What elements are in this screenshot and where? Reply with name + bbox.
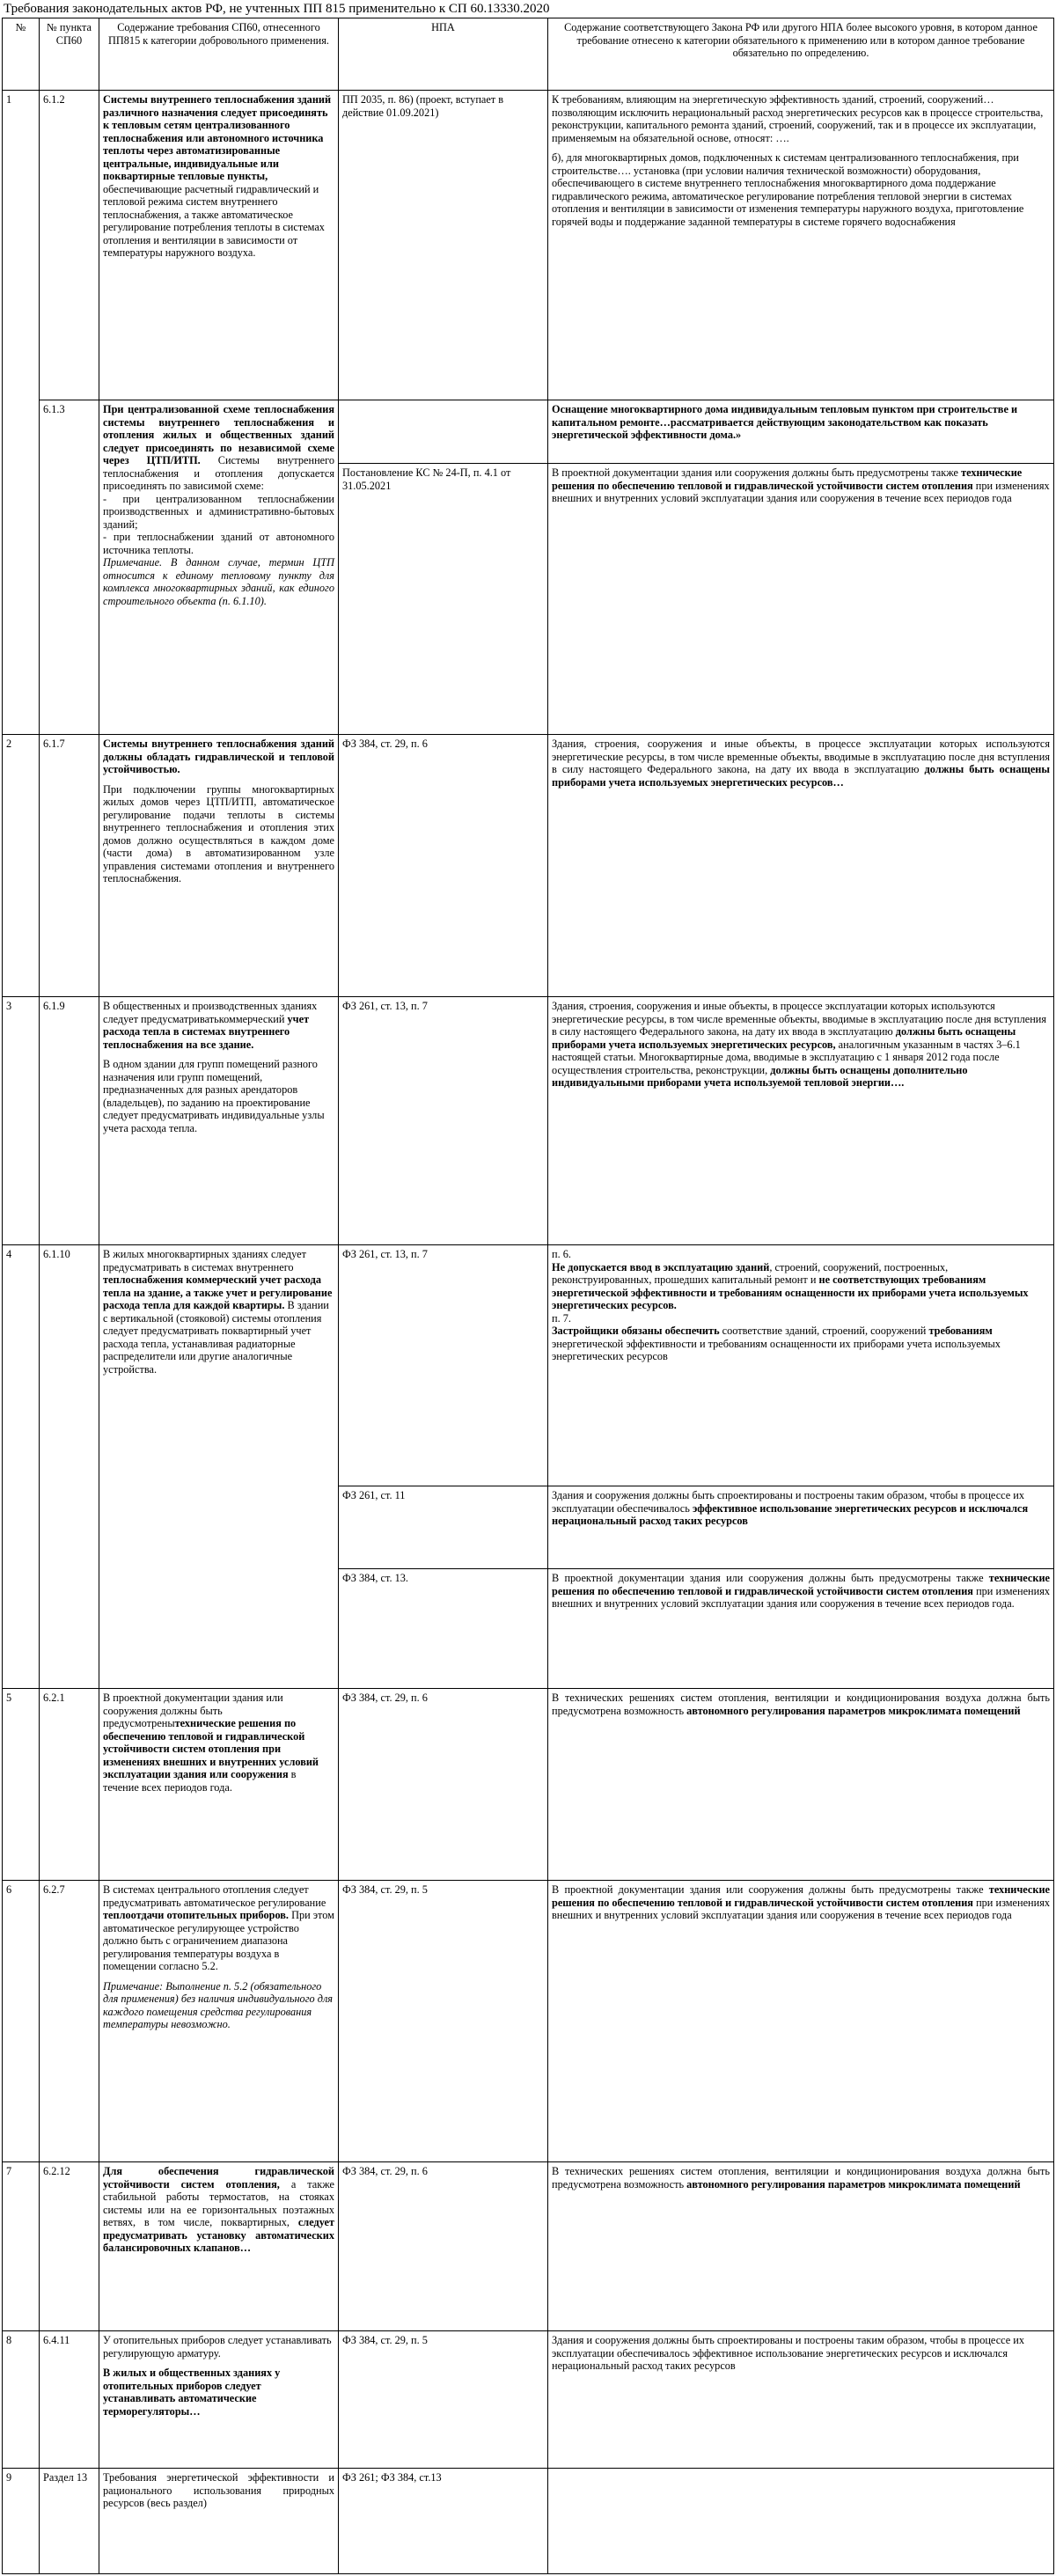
clause-number: 6.2.7 <box>40 1881 99 2162</box>
row-number: 2 <box>3 735 40 997</box>
clause-number: 6.2.12 <box>40 2162 99 2331</box>
npa-reference <box>339 400 548 464</box>
law-text: Здания и сооружения должны быть спроектированы и построены таким образом, чтобы в процессе их эксплуатации обеспечивалось эффективное использование энергетических ресурсов и исключался нерациональный расход таких ресурсов <box>548 2331 1054 2469</box>
requirement-text: В общественных и производственных зданиях следует предусматриватькоммерческий учет расхода тепла в системах внутреннего теплоснабжения на все здание. В одном здании для групп помещений разного назначения или групп помещений, предназначенных для разных арендаторов (владельцев), по заданию на проектирование следует предусматривать индивидуальные узлы учета расхода тепла. <box>99 997 339 1245</box>
npa-reference: ФЗ 384, ст. 29, п. 6 <box>339 1689 548 1881</box>
requirement-text: В проектной документации здания или сооружения должны быть предусмотренытехнические решения по обеспечению тепловой и гидравлической устойчивости систем отопления при изменениях внешних и внутренних условий эксплуатации здания или сооружения в течение всех периодов года. <box>99 1689 339 1881</box>
clause-number: 6.4.11 <box>40 2331 99 2469</box>
npa-reference: ФЗ 384, ст. 29, п. 5 <box>339 1881 548 2162</box>
law-text: В технических решениях систем отопления, вентиляции и кондиционирования воздуха должна быть предусмотрена возможность автономного регулирования параметров микроклимата помещений <box>548 1689 1054 1881</box>
header-law: Содержание соответствующего Закона РФ или другого НПА более высокого уровня, в котором данное требование отнесено к категории обязательного к применению или в котором данное требование обязательно по определению. <box>548 18 1054 91</box>
table-row <box>3 2331 1054 2469</box>
requirement-text: Системы внутреннего теплоснабжения зданий различного назначения следует присоединять к тепловым сетям централизованного теплоснабжения или автономного источника теплоты через автоматизированные центральные, индивидуальные или поквартирные тепловые пункты, обеспечивающие расчетный гидравлический и тепловой режима систем внутреннего теплоснабжения, а также автоматическое регулирование потребления теплоты в системах отопления и вентиляции в зависимости от температуры наружного воздуха. <box>99 91 339 400</box>
npa-reference: ФЗ 261, ст. 11 <box>339 1486 548 1569</box>
clause-number: Раздел 13 <box>40 2469 99 2574</box>
table-row <box>3 1881 1054 2162</box>
clause-number: 6.1.9 <box>40 997 99 1245</box>
requirement-text: Для обеспечения гидравлической устойчивости систем отопления, а также стабильной работы термостатов, на стояках системы или на ее горизонтальных поэтажных ветвях, в том числе, поквартирных, следует предусматривать установку автоматических балансировочных клапанов… <box>99 2162 339 2331</box>
requirement-text: В жилых многоквартирных зданиях следует предусматривать в системах внутреннего теплоснабжения коммерческий учет расхода тепла на здание, а также учет и регулирование расхода тепла для каждой квартиры. В здании с вертикальной (стояковой) системы отопления следует предусматривать поквартирный учет расхода тепла, устанавливая радиаторные распределители или другие аналогичные устройства. <box>99 1245 339 1689</box>
table-row <box>3 2469 1054 2574</box>
requirement-text: У отопительных приборов следует устанавливать регулирующую арматуру. В жилых и общественных зданиях у отопительных приборов следует устанавливать автоматические терморегуляторы… <box>99 2331 339 2469</box>
row-number: 6 <box>3 1881 40 2162</box>
header-row <box>3 18 1054 91</box>
requirement-text: Системы внутреннего теплоснабжения зданий должны обладать гидравлической и тепловой устойчивостью. При подключении группы многоквартирных жилых домов через ЦТП/ИТП, автоматическое регулирование подачи теплоты в системы внутреннего теплоснабжения и отопления этих домов должно осуществляться в каждом доме (части дома) в автоматизированном узле управления системами отопления и внутреннего теплоснабжения. <box>99 735 339 997</box>
row-number: 5 <box>3 1689 40 1881</box>
law-text: Здания и сооружения должны быть спроектированы и построены таким образом, чтобы в процессе их эксплуатации обеспечивалось эффективное использование энергетических ресурсов и исключался нерациональный расход таких ресурсов <box>548 1486 1054 1569</box>
table-row <box>3 1689 1054 1881</box>
clause-number: 6.1.7 <box>40 735 99 997</box>
page-title: Требования законодательных актов РФ, не учтенных ПП 815 применительно к СП 60.13330.2020 <box>4 2 550 16</box>
npa-reference: ФЗ 384, ст. 29, п. 5 <box>339 2331 548 2469</box>
npa-reference: ФЗ 384, ст. 29, п. 6 <box>339 2162 548 2331</box>
law-text: В технических решениях систем отопления, вентиляции и кондиционирования воздуха должна быть предусмотрена возможность автономного регулирования параметров микроклимата помещений <box>548 2162 1054 2331</box>
header-clause: № пункта СП60 <box>40 18 99 91</box>
clause-number: 6.1.2 <box>40 91 99 400</box>
row-number: 1 <box>3 91 40 735</box>
law-text: Оснащение многоквартирного дома индивидуальным тепловым пунктом при строительстве и капитальном ремонте…рассматривается действующим законодательством как показать энергетической эффективности дома.» <box>548 400 1054 464</box>
law-text: В проектной документации здания или сооружения должны быть предусмотрены также технические решения по обеспечению тепловой и гидравлической устойчивости систем отопления при изменениях внешних и внутренних условий эксплуатации здания или сооружения в течение всех периодов года <box>548 464 1054 735</box>
row-number: 3 <box>3 997 40 1245</box>
law-text: Здания, строения, сооружения и иные объекты, в процессе эксплуатации которых используются энергетические ресурсы, в том числе временные объекты, вводимые в эксплуатацию после дня вступления в силу настоящего Федерального закона, на дату их ввода в эксплуатацию должны быть оснащены приборами учета используемых энергетических ресурсов, аналогичным указанным в частях 3–6.1 настоящей статьи. Многоквартирные дома, вводимые в эксплуатацию с 1 января 2012 года после осуществления строительства, реконструкции, должны быть оснащены дополнительно индивидуальными приборами учета используемой тепловой энергии…. <box>548 997 1054 1245</box>
npa-reference: ФЗ 261, ст. 13, п. 7 <box>339 1245 548 1486</box>
clause-number: 6.1.10 <box>40 1245 99 1689</box>
law-text: К требованиям, влияющим на энергетическую эффективность зданий, строений, сооружений… позволяющим исключить нерациональный расход энергетических ресурсов как в процессе строительства, реконструкции, капитального ремонта зданий, строений, сооружений, так и в процессе их эксплуатации, применяемым на обязательной основе, относят: …. б), для многоквартирных домов, подключенных к системам централизованного теплоснабжения, при строительстве…. установка (при условии наличия технической возможности) оборудования, обеспечивающего в системе внутреннего теплоснабжения многоквартирного дома поддержание гидравлического режима, автоматическое регулирование потребления тепловой энергии в системах отопления и вентиляции в зависимости от изменения температуры наружного воздуха, приготовление горячей воды и поддержание заданной температуры в системе горячего водоснабжения <box>548 91 1054 400</box>
requirement-text: При централизованной схеме теплоснабжения системы внутреннего теплоснабжения и отопления жилых и общественных зданий следует присоединять по независимой схеме через ЦТП/ИТП. Системы внутреннего теплоснабжения и отопления допускается присоединять по зависимой схеме: - при централизованном теплоснабжении производственных и административно-бытовых зданий; - при теплоснабжении зданий от автономного источника теплоты. Примечание. В данном случае, термин ЦТП относится к единому тепловому пункту для комплекса многоквартирных зданий, как единого строительного объекта (п. 6.1.10). <box>99 400 339 735</box>
table-row <box>3 735 1054 997</box>
npa-reference: ПП 2035, п. 86) (проект, вступает в действие 01.09.2021) <box>339 91 548 400</box>
header-num: № <box>3 18 40 91</box>
requirements-table <box>2 18 1054 2574</box>
clause-number: 6.1.3 <box>40 400 99 735</box>
row-number: 8 <box>3 2331 40 2469</box>
row-number: 4 <box>3 1245 40 1689</box>
law-text: В проектной документации здания или сооружения должны быть предусмотрены также технические решения по обеспечению тепловой и гидравлической устойчивости систем отопления при изменениях внешних и внутренних условий эксплуатации здания или сооружения в течение всех периодов года <box>548 1881 1054 2162</box>
row-number: 7 <box>3 2162 40 2331</box>
row-number: 9 <box>3 2469 40 2574</box>
table-row <box>3 400 1054 464</box>
npa-reference: Постановление КС № 24-П, п. 4.1 от 31.05.2021 <box>339 464 548 735</box>
law-text: В проектной документации здания или сооружения должны быть предусмотрены также технические решения по обеспечению тепловой и гидравлической устойчивости систем отопления при изменениях внешних и внутренних условий эксплуатации здания или сооружения в течение всех периодов года. <box>548 1569 1054 1689</box>
npa-reference: ФЗ 384, ст. 29, п. 6 <box>339 735 548 997</box>
table-row <box>3 1245 1054 1486</box>
npa-reference: ФЗ 261, ст. 13, п. 7 <box>339 997 548 1245</box>
law-text: Здания, строения, сооружения и иные объекты, в процессе эксплуатации которых используются энергетические ресурсы, в том числе временные объекты, вводимые в эксплуатацию после дня вступления в силу настоящего Федерального закона, на дату их ввода в эксплуатацию должны быть оснащены приборами учета используемых энергетических ресурсов… <box>548 735 1054 997</box>
clause-number: 6.2.1 <box>40 1689 99 1881</box>
npa-reference: ФЗ 384, ст. 13. <box>339 1569 548 1689</box>
requirement-text: В системах центрального отопления следует предусматривать автоматическое регулирование теплоотдачи отопительных приборов. При этом автоматическое регулирующее устройство должно быть с ограничением диапазона регулирования температуры воздуха в помещении согласно 5.2. Примечание: Выполнение п. 5.2 (обязательного для применения) без наличия индивидуального для каждого помещения средства регулирования температуры невозможно. <box>99 1881 339 2162</box>
header-requirement: Содержание требования СП60, отнесенного ПП815 к категории добровольного применения. <box>99 18 339 91</box>
requirement-text: Требования энергетической эффективности и рационального использования природных ресурсов (весь раздел) <box>99 2469 339 2574</box>
header-npa: НПА <box>339 18 548 91</box>
table-row <box>3 91 1054 400</box>
table-row <box>3 2162 1054 2331</box>
npa-reference: ФЗ 261; ФЗ 384, ст.13 <box>339 2469 548 2574</box>
law-text: п. 6. Не допускается ввод в эксплуатацию зданий, строений, сооружений, построенных, реконструированных, прошедших капитальный ремонт и не соответствующих требованиям энергетической эффективности и требованиям оснащенности их приборами учета используемых энергетических ресурсов. п. 7. Застройщики обязаны обеспечить соответствие зданий, строений, сооружений требованиям энергетической эффективности и требованиям оснащенности их приборами учета используемых энергетических ресурсов <box>548 1245 1054 1486</box>
law-text <box>548 2469 1054 2574</box>
table-row <box>3 997 1054 1245</box>
